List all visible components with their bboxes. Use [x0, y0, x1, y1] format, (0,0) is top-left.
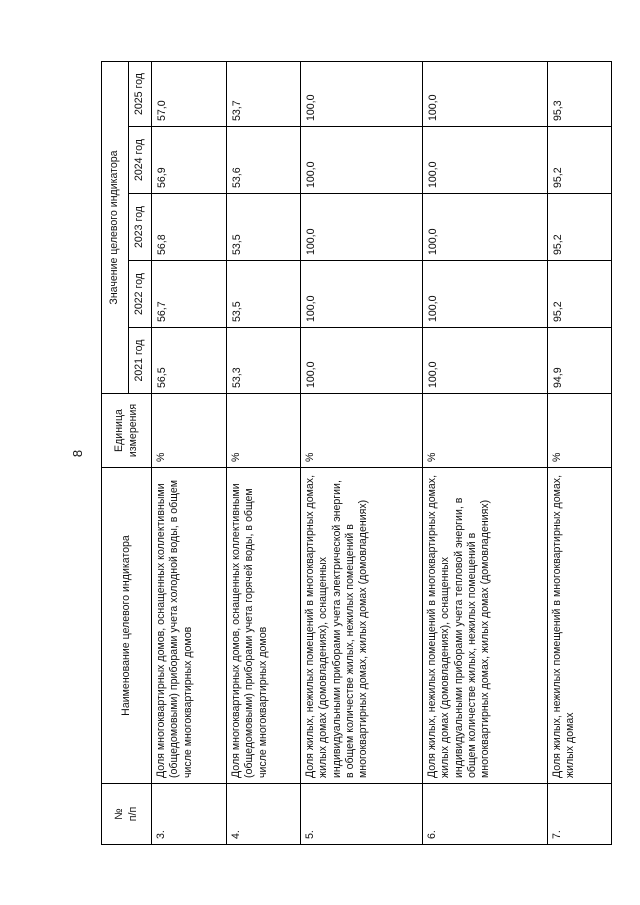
- row-value: 56,7: [152, 261, 227, 328]
- header-values-group: Значение целевого индикатора: [102, 62, 129, 394]
- row-value: 57,0: [152, 62, 227, 127]
- table-row: [423, 62, 548, 845]
- row-value: 56,9: [152, 127, 227, 194]
- row-value: 95,3: [548, 62, 612, 127]
- row-unit: %: [301, 394, 423, 468]
- row-value: 100,0: [423, 328, 548, 394]
- row-name: Доля жилых, нежилых помещений в многоквартирных домах, жилых домах: [548, 468, 612, 784]
- row-value: 56,5: [152, 328, 227, 394]
- row-value: 100,0: [423, 194, 548, 261]
- row-value: 95,2: [548, 127, 612, 194]
- table-row: [227, 62, 301, 845]
- row-num: 3.: [152, 784, 227, 845]
- row-value: 100,0: [301, 261, 423, 328]
- row-value: 95,2: [548, 261, 612, 328]
- row-num: 7.: [548, 784, 612, 845]
- table-row: [301, 62, 423, 845]
- header-year: 2023 год: [129, 194, 152, 261]
- row-value: 100,0: [301, 194, 423, 261]
- table-row: [152, 62, 227, 845]
- indicator-table: [101, 61, 612, 845]
- header-unit: Единица измерения: [102, 394, 152, 468]
- row-value: 56,8: [152, 194, 227, 261]
- row-value: 95,2: [548, 194, 612, 261]
- header-year: 2025 год: [129, 62, 152, 127]
- table-row: [548, 62, 612, 845]
- header-year: 2022 год: [129, 261, 152, 328]
- row-num: 4.: [227, 784, 301, 845]
- row-value: 100,0: [301, 62, 423, 127]
- row-name: Доля многоквартирных домов, оснащенных коллективными (общедомовыми) приборами учета холодной воды, в общем числе многоквартирных домов: [152, 468, 227, 784]
- row-name: Доля многоквартирных домов, оснащенных коллективными (общедомовыми) приборами учета горячей воды, в общем числе многоквартирных домов: [227, 468, 301, 784]
- page-number: 8: [70, 449, 86, 458]
- row-unit: %: [548, 394, 612, 468]
- header-year: 2024 год: [129, 127, 152, 194]
- row-unit: %: [152, 394, 227, 468]
- row-value: 53,6: [227, 127, 301, 194]
- table-header-row: [102, 62, 129, 845]
- row-num: 6.: [423, 784, 548, 845]
- row-num: 5.: [301, 784, 423, 845]
- row-name: Доля жилых, нежилых помещений в многоквартирных домах, жилых домах (домовладениях), оснащенных индивидуальными приборами учета электрической энергии, в общем количестве жилых, нежилых помещений в многоквартирных домах, жилых домах (домовладениях): [301, 468, 423, 784]
- row-value: 100,0: [423, 127, 548, 194]
- header-num: № п/п: [102, 784, 152, 845]
- header-year: 2021 год: [129, 328, 152, 394]
- row-value: 100,0: [423, 62, 548, 127]
- row-name: Доля жилых, нежилых помещений в многоквартирных домах, жилых домах (домовладениях), оснащенных индивидуальными приборами учета тепловой энергии, в общем количестве жилых, нежилых помещений в многоквартирных домах, жилых домах (домовладениях): [423, 468, 548, 784]
- row-value: 100,0: [301, 328, 423, 394]
- row-value: 53,5: [227, 261, 301, 328]
- row-value: 94,9: [548, 328, 612, 394]
- header-name: Наименование целевого индикатора: [102, 468, 152, 784]
- row-value: 100,0: [423, 261, 548, 328]
- row-unit: %: [423, 394, 548, 468]
- row-value: 53,7: [227, 62, 301, 127]
- row-value: 53,5: [227, 194, 301, 261]
- row-value: 100,0: [301, 127, 423, 194]
- row-unit: %: [227, 394, 301, 468]
- row-value: 53,3: [227, 328, 301, 394]
- indicator-table-rotated: [101, 62, 611, 845]
